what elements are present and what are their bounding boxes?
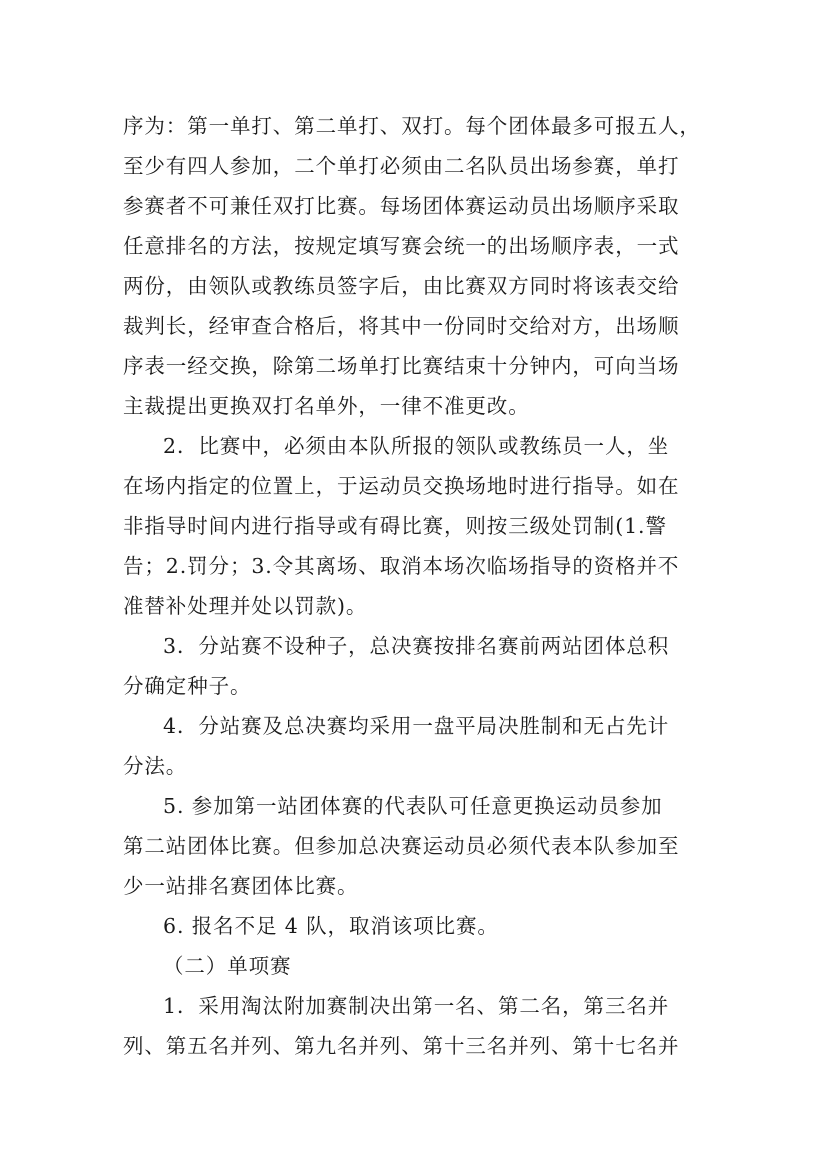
paragraph-line: 2．比赛中，必须由本队所报的领队或教练员一人，坐 <box>163 434 670 458</box>
paragraph-line: 少一站排名赛团体比赛。 <box>123 874 359 898</box>
paragraph-line: 分确定种子。 <box>123 674 252 698</box>
paragraph-line: 裁判长，经审查合格后，将其中一份同时交给对方，出场顺 <box>123 314 680 338</box>
paragraph-line: 6. 报名不足 4 队，取消该项比赛。 <box>163 914 499 938</box>
paragraph-line: 在场内指定的位置上，于运动员交换场地时进行指导。如在 <box>123 474 680 498</box>
paragraph-line: 主裁提出更换双打名单外，一律不准更改。 <box>123 394 530 418</box>
paragraph-line: 任意排名的方法，按规定填写赛会统一的出场顺序表，一式 <box>123 234 680 258</box>
paragraph-line: 非指导时间内进行指导或有碍比赛，则按三级处罚制(1.警 <box>123 514 667 538</box>
paragraph-line: 两份，由领队或教练员签字后，由比赛双方同时将该表交给 <box>123 274 680 298</box>
paragraph-line: 1．采用淘汰附加赛制决出第一名、第二名，第三名并 <box>163 994 670 1018</box>
paragraph-line: 列、第五名并列、第九名并列、第十三名并列、第十七名并 <box>123 1034 680 1058</box>
paragraph-line: 3．分站赛不设种子，总决赛按排名赛前两站团体总积 <box>163 634 670 658</box>
paragraph-line: 分法。 <box>123 754 188 778</box>
section-heading: （二）单项赛 <box>163 954 292 978</box>
paragraph-line: 4．分站赛及总决赛均采用一盘平局决胜制和无占先计 <box>163 714 670 738</box>
paragraph-line: 参赛者不可兼任双打比赛。每场团体赛运动员出场顺序采取 <box>123 194 680 218</box>
paragraph-line: 告；2.罚分；3.令其离场、取消本场次临场指导的资格并不 <box>123 554 680 578</box>
paragraph-line: 5. 参加第一站团体赛的代表队可任意更换运动员参加 <box>163 794 663 818</box>
paragraph-line: 第二站团体比赛。但参加总决赛运动员必须代表本队参加至 <box>123 834 680 858</box>
paragraph-line: 序为：第一单打、第二单打、双打。每个团体最多可报五人， <box>123 114 701 138</box>
paragraph-line: 序表一经交换，除第二场单打比赛结束十分钟内，可向当场 <box>123 354 680 378</box>
paragraph-line: 准替补处理并处以罚款)。 <box>123 594 368 618</box>
paragraph-line: 至少有四人参加，二个单打必须由二名队员出场参赛，单打 <box>123 154 680 178</box>
